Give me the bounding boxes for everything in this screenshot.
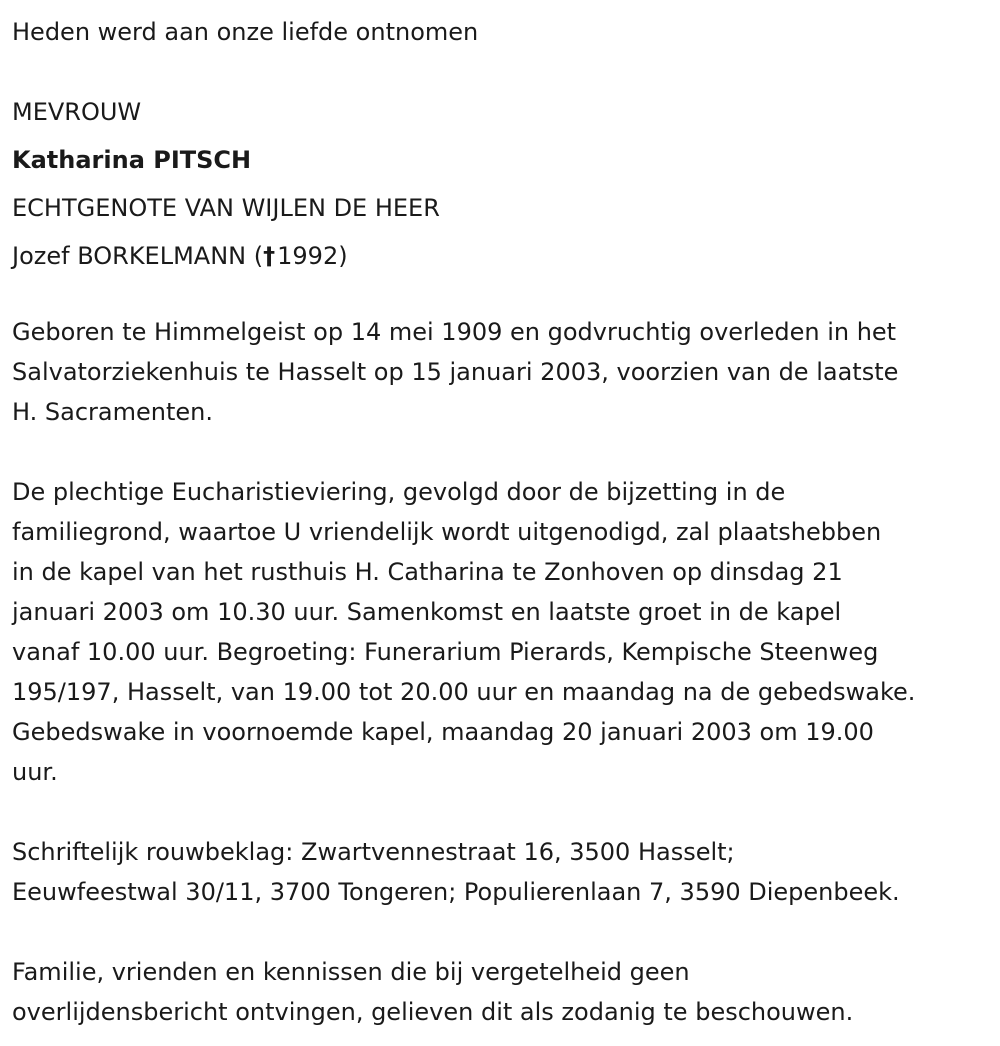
cross-icon: † [263, 242, 276, 270]
deceased-header [12, 88, 988, 280]
intro-line: Heden werd aan onze liefde ontnomen [12, 18, 479, 46]
spouse-death: (†1992) [254, 242, 348, 270]
spouse-line [12, 232, 988, 280]
closing-paragraph: Familie, vrienden en kennissen die bij vergetelheid geen overlijdensbericht ontvingen, gelieven dit als zodanig te beschouwen. [12, 958, 854, 1026]
spouse-death-year: 1992 [277, 242, 339, 270]
condolence-address-paragraph: Schriftelijk rouwbeklag: Zwartvennestraat 16, 3500 Hasselt; Eeuwfeestwal 30/11, 3700 Tongeren; Populierenlaan 7, 3590 Diepenbeek. [12, 838, 900, 906]
birth-death-paragraph: Geboren te Himmelgeist op 14 mei 1909 en godvruchtig overleden in het Salvatorziekenhuis te Hasselt op 15 januari 2003, voorzien van de laatste H. Sacramenten. [12, 318, 899, 426]
honorific-title: MEVROUW [12, 98, 142, 126]
relation-line: ECHTGENOTE VAN WIJLEN DE HEER [12, 194, 440, 222]
ceremony-paragraph: De plechtige Eucharistieviering, gevolgd door de bijzetting in de familiegrond, waartoe U vriendelijk wordt uitgenodigd, zal plaatshebben in de kapel van het rusthuis H. Catharina te Zonhoven op dinsdag 21 januari 2003 om 10.30 uur. Samenkomst en laatste groet in de kapel vanaf 10.00 uur. Begroeting: Funerarium Pierards, Kempische Steenweg 195/197, Hasselt, van 19.00 tot 20.00 uur en maandag na de gebedswake. Gebedswake in voornoemde kapel, maandag 20 januari 2003 om 19.00 uur. [12, 478, 916, 786]
deceased-name: Katharina PITSCH [12, 146, 252, 174]
spouse-name: Jozef BORKELMANN [12, 242, 247, 270]
